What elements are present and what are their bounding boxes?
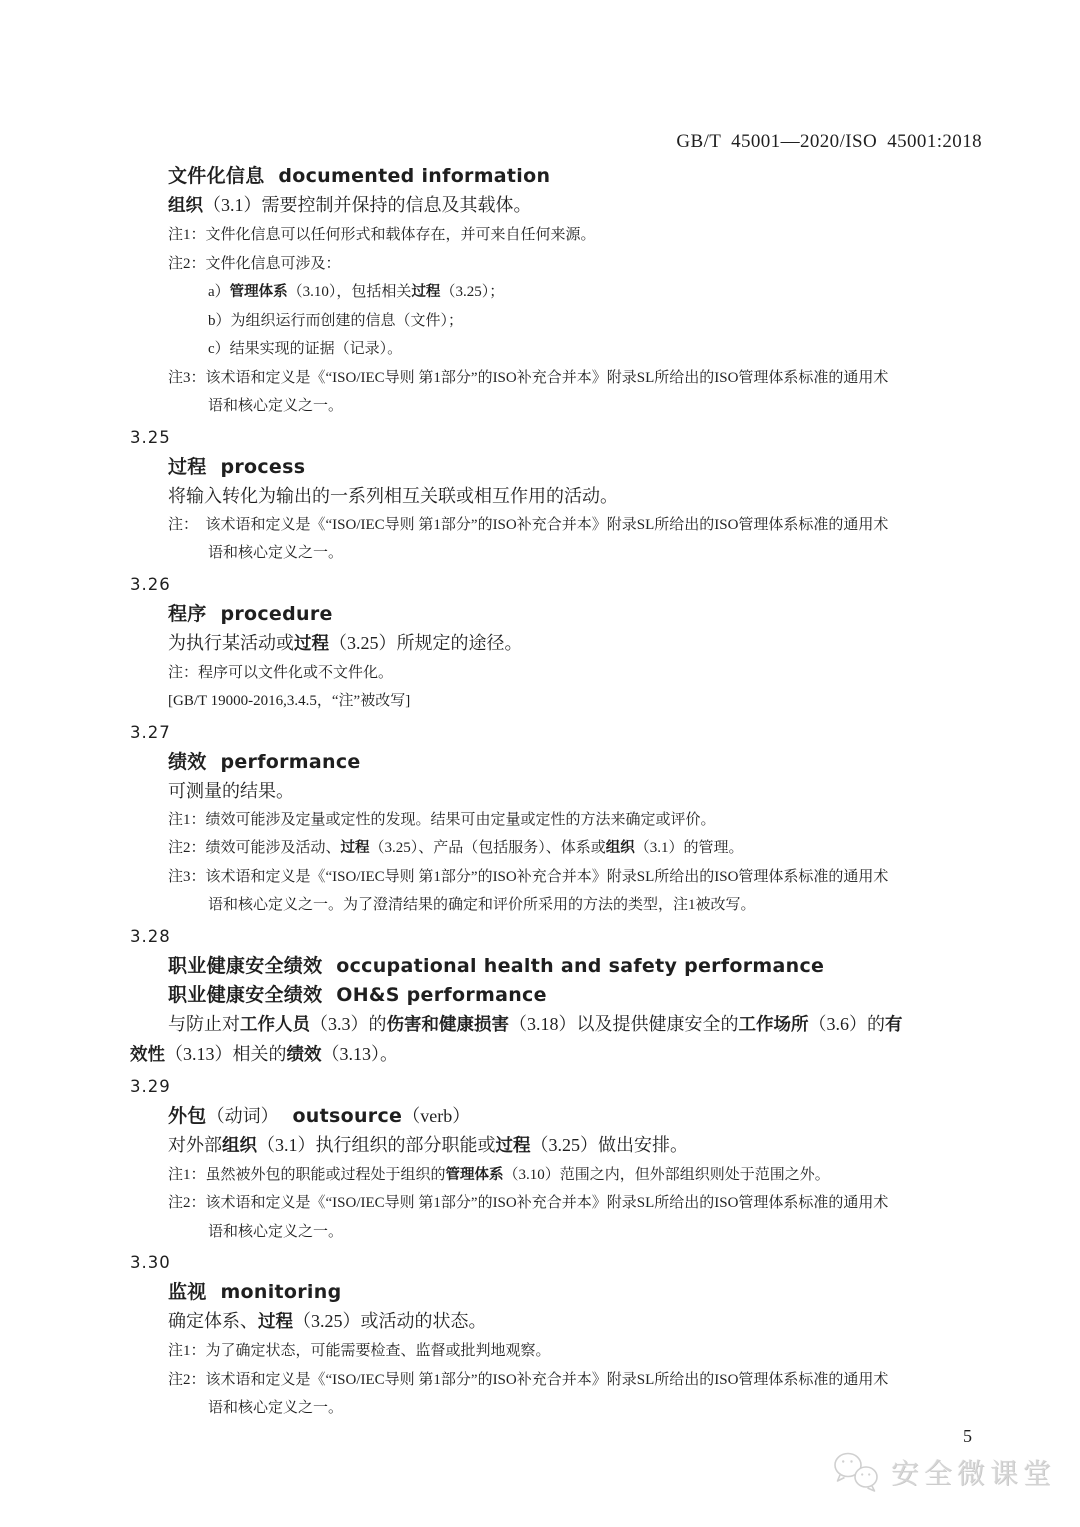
list-item [208,335,1002,364]
text-segment: 监视 [168,1281,207,1303]
text-segment: 注3：该术语和定义是《“ISO/IEC导则 第1部分”的ISO补充合并本》附录SL所给出的ISO管理体系标准的通用术 [168,868,889,885]
definition-text [168,482,1002,511]
text-segment: （3.1）的管理。 [634,840,744,856]
text-segment: 语和核心定义之一。为了澄清结果的确定和评价所采用的方法的类型，注1被改写。 [208,897,756,913]
text-segment: OH&S performance [322,983,547,1006]
term-heading [168,453,1002,482]
text-segment: 注2：文件化信息可涉及： [168,255,341,272]
text-segment: 职业健康安全绩效 [168,954,323,977]
text-segment: 可测量的结果。 [168,780,294,801]
watermark [831,1450,1056,1494]
term-heading [168,981,1002,1010]
text-segment: 确定体系、 [168,1311,258,1331]
text-segment: （3.25）所规定的途径。 [329,632,523,653]
note-text [168,659,1002,688]
text-segment: 将输入转化为输出的一系列相互关联或相互作用的活动。 [168,485,618,506]
note-continuation [208,539,1002,568]
text-segment: 为执行某活动或 [168,632,294,653]
text-segment: occupational health and safety performance [322,954,825,977]
note-text [168,1189,1002,1218]
text-segment: process [206,455,306,478]
section-number [130,1248,1002,1278]
text-segment: a） [208,284,230,300]
note-continuation [208,891,1002,920]
note-text [168,834,1002,863]
text-segment: 3.25 [130,427,171,447]
text-segment: 管理体系 [229,284,288,300]
section-number [130,922,1002,952]
page-number: 5 [963,1426,972,1446]
text-segment: 注1：文件化信息可以任何形式和载体存在，并可来自任何来源。 [168,227,596,243]
definition-text [168,1307,1002,1337]
note-text [168,250,1002,279]
text-segment: 文件化信息 [168,165,265,187]
text-segment: （3.1）需要控制并保持的信息及其载体。 [203,195,532,215]
note-text [168,1161,1002,1190]
text-segment: （3.13）。 [321,1043,398,1064]
text-segment: （3.3）的 [310,1013,387,1034]
term-heading [168,600,1002,629]
section-number [130,570,1002,600]
text-segment: 3.29 [130,1076,171,1096]
text-segment: 注1：绩效可能涉及定量或定性的发现。结果可由定量或定性的方法来确定或评价。 [168,811,716,828]
text-segment: 组织 [222,1135,257,1156]
text-segment: 语和核心定义之一。 [208,1223,344,1240]
text-segment: （动词） [206,1105,279,1126]
text-segment: 过程 [411,284,441,300]
definition-continuation [130,1040,1002,1070]
text-segment: （3.25）； [440,284,505,300]
note-text [168,687,1002,716]
section-number [130,1072,1002,1102]
text-segment: 过程 [495,1135,531,1156]
text-segment: （3.25）或活动的状态。 [293,1311,487,1331]
text-segment: 工作场所 [738,1014,809,1035]
text-segment: （3.10），包括相关 [287,284,412,300]
text-segment: monitoring [206,1281,342,1303]
text-segment: 注2：该术语和定义是《“ISO/IEC导则 第1部分”的ISO补充合并本》附录SL所给出的ISO管理体系标准的通用术 [168,1371,889,1388]
text-segment: （3.18）以及提供健康安全的 [509,1013,739,1034]
term-heading [168,1278,1002,1307]
text-segment: （3.25）、产品（包括服务）、体系或 [369,840,606,856]
note-continuation [208,1218,1002,1247]
text-segment: 语和核心定义之一。 [208,545,344,561]
document-body [130,162,1002,1423]
text-segment: c）结果实现的证据（记录）。 [208,341,403,357]
text-segment: 外包 [168,1104,207,1127]
text-segment: 组织 [605,840,635,856]
text-segment: 3.30 [130,1253,171,1272]
text-segment: 管理体系 [445,1166,504,1183]
definition-text [168,777,1002,806]
term-heading [168,748,1002,777]
text-segment: 注1：为了确定状态，可能需要检查、监督或批判地观察。 [168,1343,551,1359]
text-segment: 过程 [340,840,370,856]
note-text [168,364,1002,393]
text-segment: procedure [206,602,333,625]
text-segment: outsource [278,1104,403,1127]
text-segment: 语和核心定义之一。 [208,1400,344,1416]
text-segment: 对外部 [168,1134,222,1155]
note-text [168,806,1002,835]
term-heading [168,952,1002,981]
text-segment: 程序 [168,602,207,625]
section-number [130,718,1002,748]
text-segment: 绩效 [168,750,207,773]
list-item [208,278,1002,307]
text-segment: 组织 [168,196,203,216]
term-heading [168,1102,1002,1131]
text-segment: [GB/T 19000-2016,3.4.5，“注”被改写] [168,693,411,709]
section-number [130,423,1002,453]
text-segment: （3.13）相关的 [165,1043,287,1064]
note-continuation [208,1394,1002,1423]
text-segment: 职业健康安全绩效 [168,983,323,1006]
text-segment: 3.26 [130,574,171,594]
page-header-standard-code: GB/T 45001—2020/ISO 45001:2018 [676,131,982,152]
text-segment: documented information [264,165,551,187]
note-text [168,1366,1002,1395]
text-segment: （3.10）范围之内，但外部组织则处于范围之外。 [503,1166,830,1183]
text-segment: （verb） [402,1105,471,1126]
text-segment: 有 [885,1014,903,1035]
text-segment: 注：程序可以文件化或不文件化。 [168,664,394,681]
text-segment: 过程 [294,633,329,654]
definition-text [168,191,1002,221]
definition-text [168,1010,1002,1040]
text-segment: performance [206,750,361,773]
note-text [168,221,1002,250]
text-segment: 过程 [168,455,207,478]
wechat-bubbles-icon [831,1450,883,1494]
text-segment: b）为组织运行而创建的信息（文件）； [208,312,464,329]
text-segment: 过程 [258,1312,293,1332]
text-segment: 绩效 [286,1044,322,1065]
text-segment: 伤害和健康损害 [386,1014,509,1035]
term-heading [168,162,1002,191]
text-segment: 效性 [130,1044,165,1065]
watermark-text: 安全微课堂 [890,1457,1056,1490]
text-segment: 注1：虽然被外包的职能或过程处于组织的 [168,1166,446,1183]
text-segment: 注2：该术语和定义是《“ISO/IEC导则 第1部分”的ISO补充合并本》附录SL所给出的ISO管理体系标准的通用术 [168,1195,889,1211]
definition-text [168,1131,1002,1161]
note-continuation [208,392,1002,421]
text-segment: （3.1）执行组织的部分职能或 [257,1134,496,1155]
definition-text [168,629,1002,659]
note-text [168,863,1002,892]
note-text [168,511,1002,540]
text-segment: 工作人员 [240,1014,310,1035]
text-segment: 3.27 [130,722,171,742]
text-segment: 语和核心定义之一。 [208,398,344,414]
text-segment: 注3：该术语和定义是《“ISO/IEC导则 第1部分”的ISO补充合并本》附录SL所给出的ISO管理体系标准的通用术 [168,369,889,386]
note-text [168,1337,1002,1366]
text-segment: （3.6）的 [808,1013,885,1034]
list-item [208,307,1002,336]
text-segment: 注： 该术语和定义是《“ISO/IEC导则 第1部分”的ISO补充合并本》附录SL所给出的ISO管理体系标准的通用术 [168,516,889,533]
text-segment: 与防止对 [168,1013,240,1034]
text-segment: （3.25）做出安排。 [530,1134,688,1155]
text-segment: 3.28 [130,926,171,946]
text-segment: 注2：绩效可能涉及活动、 [168,840,341,856]
